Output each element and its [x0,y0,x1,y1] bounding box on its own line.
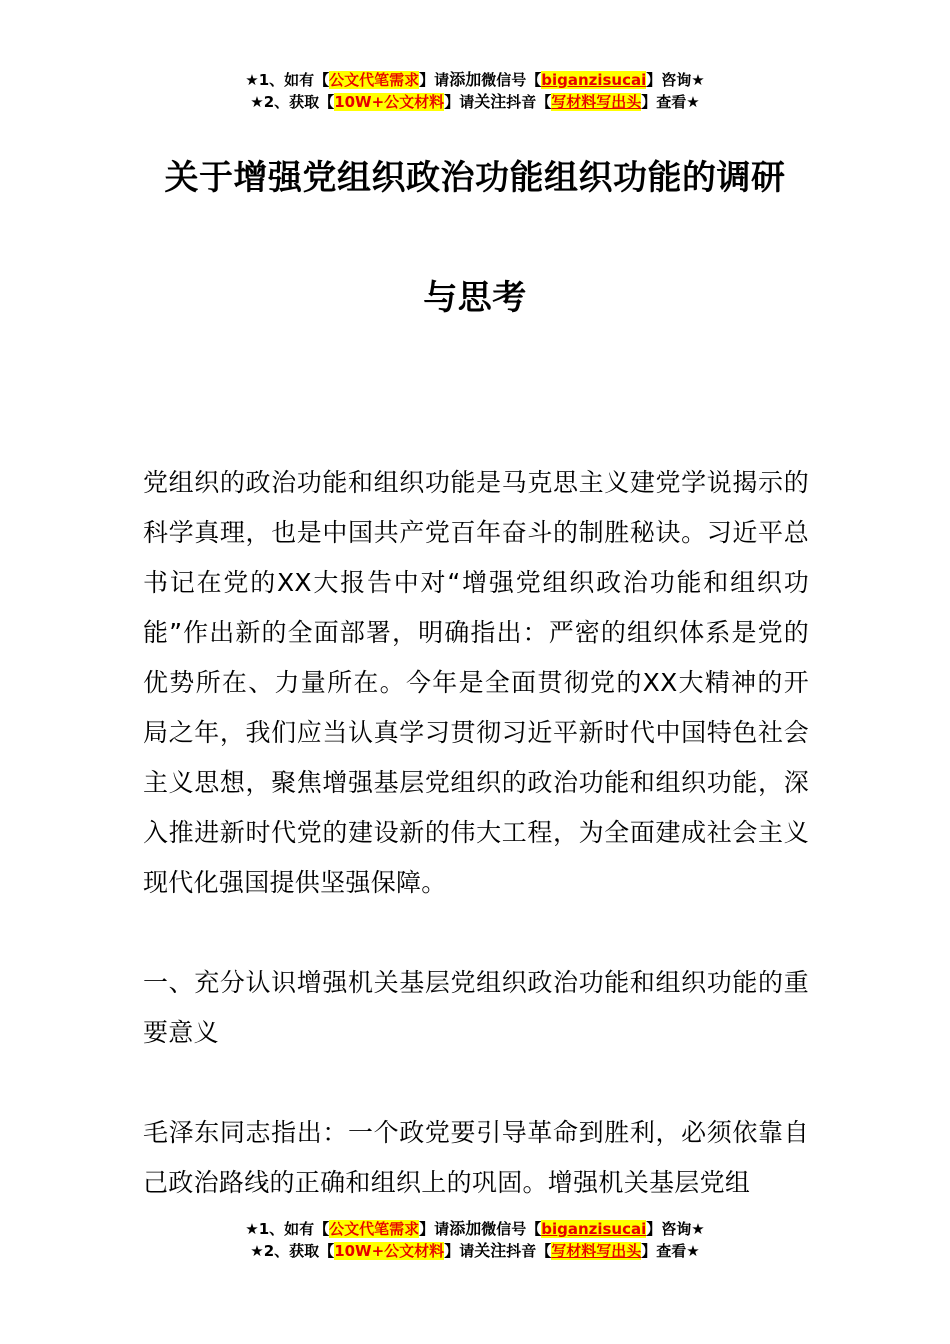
section-heading-1: 一、充分认识增强机关基层党组织政治功能和组织功能的重要意义 [143,968,809,1047]
banner-text: 】查看★ [641,1242,700,1260]
banner-emphasis: 关注 [474,92,507,111]
banner-text: ★1、如有【 [245,71,330,89]
banner-text: 抖音【 [506,93,552,111]
douyin-account-link[interactable]: 写材料写出头 [551,1242,642,1260]
banner-text: 】请 [444,93,475,111]
banner-emphasis: 添加 [449,1219,482,1238]
page-title-line-2: 与思考 [423,278,527,318]
banner-line-2 [0,91,950,113]
banner-text: ★2、获取【 [250,1242,335,1260]
wechat-id-link[interactable]: biganzisucai [541,1220,647,1238]
banner-line-1 [0,69,950,91]
page-title-line-1: 关于增强党组织政治功能组织功能的调研 [164,158,786,198]
banner-text: 】请 [419,1220,450,1238]
banner-text: 】咨询★ [646,71,705,89]
banner-text: 抖音【 [506,1242,552,1260]
document-body [143,458,809,1208]
banner-text: ★2、获取【 [250,93,335,111]
banner-emphasis: 关注 [474,1241,507,1260]
banner-text: 】请 [444,1242,475,1260]
wechat-id-link[interactable]: biganzisucai [541,71,647,89]
paragraph-intro: 党组织的政治功能和组织功能是马克思主义建党学说揭示的科学真理，也是中国共产党百年奋斗的制胜秘诀。习近平总书记在党的XX大报告中对“增强党组织政治功能和组织功能”作出新的全面部署，明确指出：严密的组织体系是党的优势所在、力量所在。今年是全面贯彻党的XX大精神的开局之年，我们应当认真学习贯彻习近平新时代中国特色社会主义思想，聚焦增强基层党组织的政治功能和组织功能，深入推进新时代党的建设新的伟大工程，为全面建成社会主义现代化强国提供坚强保障。 [143,468,809,897]
banner-text: 微信号【 [481,71,542,89]
banner-emphasis: 添加 [449,70,482,89]
banner-text: 】请 [419,71,450,89]
banner-highlight: 公文代笔需求 [329,71,420,89]
banner-text: 】查看★ [641,93,700,111]
top-banner [0,69,950,113]
banner-text: 微信号【 [481,1220,542,1238]
douyin-account-link[interactable]: 写材料写出头 [551,93,642,111]
banner-highlight: 10W+公文材料 [334,93,445,111]
banner-highlight: 10W+公文材料 [334,1242,445,1260]
banner-text: 】咨询★ [646,1220,705,1238]
banner-text: ★1、如有【 [245,1220,330,1238]
banner-line-2 [0,1240,950,1262]
paragraph-section-1: 毛泽东同志指出：一个政党要引导革命到胜利，必须依靠自己政治路线的正确和组织上的巩固。增强机关基层党组 [143,1118,809,1197]
banner-line-1 [0,1218,950,1240]
bottom-banner [0,1218,950,1262]
banner-highlight: 公文代笔需求 [329,1220,420,1238]
